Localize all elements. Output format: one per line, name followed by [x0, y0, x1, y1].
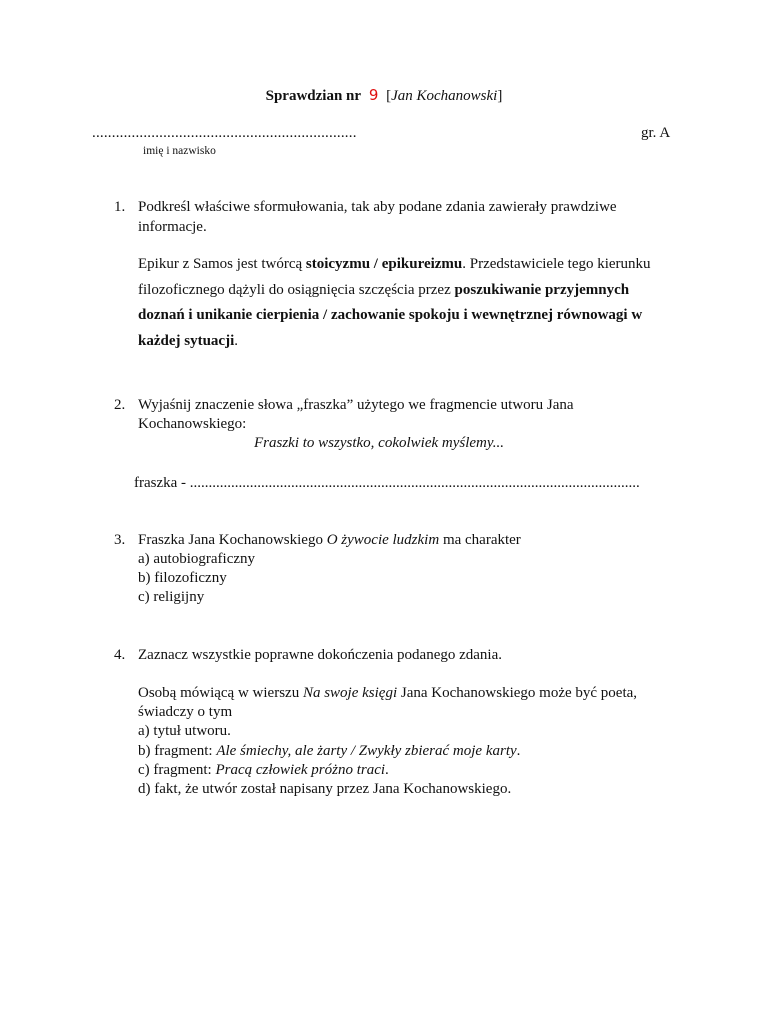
answer-label: fraszka -: [134, 475, 190, 491]
question-number: 4.: [114, 647, 126, 663]
q1-paragraph-line: [138, 282, 629, 299]
question-instruction-cont: Kochanowskiego:: [138, 416, 247, 432]
q1-paragraph-line: [138, 333, 238, 350]
group-label: gr. A: [641, 125, 671, 141]
text-run: .: [385, 762, 389, 778]
q1-paragraph-line: [138, 256, 651, 273]
question-instruction-cont: informacje.: [138, 219, 207, 235]
quote-text: Fraszki to wszystko, cokolwiek myślemy...: [254, 435, 504, 451]
text-run: Jana Kochanowskiego może być poeta,: [397, 685, 638, 701]
question-instruction: Wyjaśnij znaczenie słowa „fraszka” użytego we fragmencie utworu Jana: [138, 397, 574, 413]
name-caption: imię i nazwisko: [143, 145, 216, 157]
answer-option-c: [138, 762, 389, 779]
text-run: Osobą mówiącą w wierszu: [138, 685, 303, 701]
text-run: .: [516, 743, 521, 759]
title-bracket-close: ]: [497, 88, 503, 104]
question-instruction: Podkreśl właściwe sformułowania, tak aby podane zdania zawierały prawdziwe: [138, 199, 617, 215]
answer-option-c: c) religijny: [138, 589, 205, 605]
q1-paragraph-line: [138, 307, 642, 324]
answer-option-a: a) autobiograficzny: [138, 551, 256, 567]
text-run: filozoficznego dążyli do osiągnięcia szczęścia przez: [138, 282, 455, 298]
option-label: b) fragment:: [138, 743, 217, 759]
answer-line: [134, 475, 640, 492]
q4-sentence-cont: świadczy o tym: [138, 704, 233, 720]
question-instruction: [138, 532, 521, 549]
text-run: Epikur z Samos jest twórcą: [138, 256, 306, 272]
option-label: c) fragment:: [138, 762, 216, 778]
work-title: O żywocie ludzkim: [326, 532, 440, 548]
title-author: Jan Kochanowski: [391, 88, 498, 104]
page-title: [0, 86, 768, 105]
title-prefix: Sprawdzian nr: [265, 88, 362, 104]
title-bracket-open: [: [386, 88, 392, 104]
answer-option-a: a) tytuł utworu.: [138, 723, 231, 739]
answer-option-b: b) filozoficzny: [138, 570, 227, 586]
question-number: 3.: [114, 532, 126, 548]
test-number: 9: [368, 86, 379, 104]
choice-option: stoicyzmu / epikureizmu: [305, 256, 463, 272]
answer-dots: ........................................................................................................................: [189, 475, 640, 491]
answer-option-d: d) fakt, że utwór został napisany przez Jana Kochanowskiego.: [138, 781, 512, 797]
choice-option: poszukiwanie przyjemnych: [454, 282, 630, 298]
text-run: . Przedstawiciele tego kierunku: [462, 256, 651, 272]
choice-option: każdej sytuacji: [138, 333, 235, 349]
text-run: .: [234, 333, 238, 349]
text-run: ma charakter: [439, 532, 521, 548]
question-number: 2.: [114, 397, 126, 413]
question-number: 1.: [114, 199, 126, 215]
answer-option-b: [138, 743, 520, 760]
q4-sentence: [138, 685, 637, 702]
question-instruction: Zaznacz wszystkie poprawne dokończenia podanego zdania.: [138, 647, 503, 663]
work-title: Na swoje księgi: [302, 685, 398, 701]
quote-text: Ale śmiechy, ale żarty / Zwykły zbierać moje karty: [216, 743, 517, 759]
text-run: Fraszka Jana Kochanowskiego: [138, 532, 327, 548]
quote: [254, 435, 504, 452]
choice-option: doznań i unikanie cierpienia / zachowanie spokoju i wewnętrznej równowagi w: [138, 307, 643, 323]
name-field-dots: ...................................................................: [92, 125, 357, 141]
quote-text: Pracą człowiek próżno traci: [215, 762, 386, 778]
